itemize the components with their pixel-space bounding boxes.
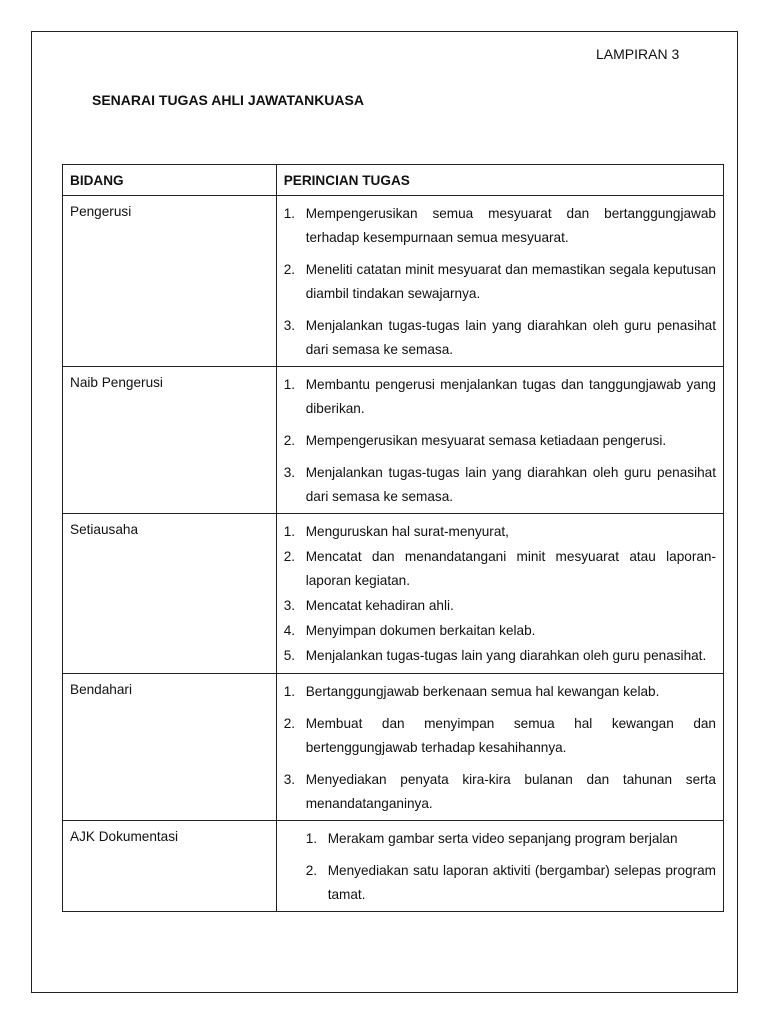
task-text: Mencatat dan menandatangani minit mesyuarat atau laporan-laporan kegiatan. [305,549,716,588]
tasks-cell [276,674,723,821]
task-text: Meneliti catatan minit mesyuarat dan memastikan segala keputusan diambil tindakan sewajarnya. [305,262,716,301]
table-header-row [63,165,724,196]
task-text: Merakam gambar serta video sepanjang program berjalan [327,831,678,846]
task-text: Menyediakan satu laporan aktiviti (bergambar) selepas program tamat. [327,863,716,902]
bidang-cell: Naib Pengerusi [63,367,277,514]
tasks-cell [276,514,723,674]
list-item: 3. Menyediakan penyata kira-kira bulanan dan tahunan serta menandatanganinya. [283,772,716,811]
task-text: Bertanggungjawab berkenaan semua hal kewangan kelab. [305,684,660,699]
table-row [63,674,724,821]
list-item: 1. Mempengerusikan semua mesyuarat dan bertanggungjawab terhadap kesempurnaan semua mesyuarat. [283,206,716,245]
list-item: 1. Merakam gambar serta video sepanjang program berjalan [305,831,678,846]
list-item: 2. Meneliti catatan minit mesyuarat dan memastikan segala keputusan diambil tindakan sewajarnya. [283,262,716,301]
list-item: 3. Menjalankan tugas-tugas lain yang diarahkan oleh guru penasihat dari semasa ke semasa. [283,465,716,504]
header-bidang: BIDANG [63,165,277,196]
list-item: 4. Menyimpan dokumen berkaitan kelab. [283,623,536,638]
list-item: 3. Mencatat kehadiran ahli. [283,598,454,613]
list-item: 2. Mencatat dan menandatangani minit mesyuarat atau laporan-laporan kegiatan. [283,549,716,588]
tasks-cell [276,821,723,912]
duties-table [62,164,724,912]
task-list [306,827,716,907]
task-list [284,202,716,362]
bidang-cell: AJK Dokumentasi [63,821,277,912]
list-item: 3. Menjalankan tugas-tugas lain yang diarahkan oleh guru penasihat dari semasa ke semasa. [283,318,716,357]
task-list [284,680,716,816]
task-text: Membuat dan menyimpan semua hal kewangan dan bertenggungjawab terhadap kesahihannya. [305,716,716,755]
task-text: Menyimpan dokumen berkaitan kelab. [305,623,536,638]
table-row [63,367,724,514]
table-row [63,514,724,674]
task-list [284,373,716,509]
list-item: 1. Menguruskan hal surat-menyurat, [283,524,509,539]
list-item: 2. Mempengerusikan mesyuarat semasa ketiadaan pengerusi. [283,433,667,448]
annex-label: LAMPIRAN 3 [596,46,680,62]
task-text: Menjalankan tugas-tugas lain yang diarahkan oleh guru penasihat dari semasa ke semasa. [305,318,716,357]
task-text: Menjalankan tugas-tugas lain yang diarahkan oleh guru penasihat dari semasa ke semasa. [305,465,716,504]
list-item: 1. Membantu pengerusi menjalankan tugas dan tanggungjawab yang diberikan. [283,377,716,416]
task-text: Menyediakan penyata kira-kira bulanan dan tahunan serta menandatanganinya. [305,772,716,811]
task-text: Mempengerusikan mesyuarat semasa ketiadaan pengerusi. [305,433,667,448]
table-row [63,196,724,367]
bidang-cell: Bendahari [63,674,277,821]
tasks-cell [276,367,723,514]
bidang-cell: Pengerusi [63,196,277,367]
task-text: Membantu pengerusi menjalankan tugas dan tanggungjawab yang diberikan. [305,377,716,416]
task-list [284,520,716,668]
document-title: SENARAI TUGAS AHLI JAWATANKUASA [92,92,364,108]
list-item: 2. Membuat dan menyimpan semua hal kewangan dan bertenggungjawab terhadap kesahihannya. [283,716,716,755]
list-item: 2. Menyediakan satu laporan aktiviti (bergambar) selepas program tamat. [305,863,716,902]
header-perincian-tugas: PERINCIAN TUGAS [276,165,723,196]
task-text: Menguruskan hal surat-menyurat, [305,524,509,539]
table-row [63,821,724,912]
task-text: Mempengerusikan semua mesyuarat dan bertanggungjawab terhadap kesempurnaan semua mesyuarat. [305,206,716,245]
list-item: 1. Bertanggungjawab berkenaan semua hal kewangan kelab. [283,684,660,699]
list-item: 5. Menjalankan tugas-tugas lain yang diarahkan oleh guru penasihat. [283,648,707,663]
task-text: Mencatat kehadiran ahli. [305,598,454,613]
task-text: Menjalankan tugas-tugas lain yang diarahkan oleh guru penasihat. [305,648,707,663]
bidang-cell: Setiausaha [63,514,277,674]
tasks-cell [276,196,723,367]
